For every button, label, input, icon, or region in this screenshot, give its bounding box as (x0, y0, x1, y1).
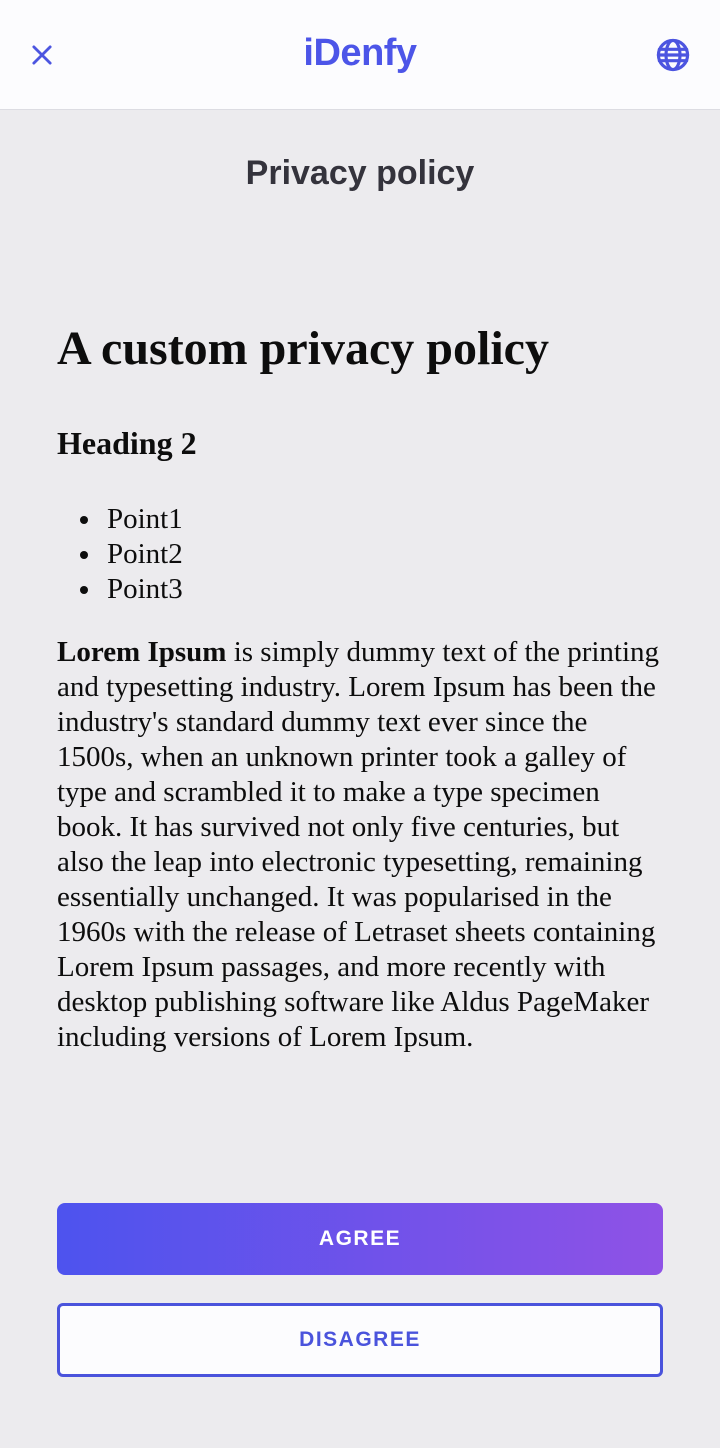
privacy-policy-document (57, 321, 663, 1055)
agree-button[interactable]: AGREE (57, 1203, 663, 1275)
list-item: • Point3 (103, 572, 663, 607)
paragraph-text: is simply dummy text of the printing and typesetting industry. Lorem Ipsum has been the industry's standard dummy text ever since the 1500s, when an unknown printer took a galley of type and scrambled it to make a type specimen book. It has survived not only five centuries, but also the leap into electronic typesetting, remaining essentially unchanged. It was popularised in the 1960s with the release of Letraset sheets containing Lorem Ipsum passages, and more recently with desktop publishing software like Aldus PageMaker including versions of Lorem Ipsum. (57, 635, 660, 1053)
body-paragraph (57, 635, 663, 1055)
close-icon (28, 41, 56, 69)
list-item: • Point1 (103, 502, 663, 537)
globe-icon (654, 36, 692, 74)
document-heading-2: Heading 2 (57, 425, 197, 462)
app-header (0, 0, 720, 110)
brand-logo: iDenfy (303, 31, 417, 74)
document-heading-1: A custom privacy policy (57, 322, 549, 375)
paragraph-lead: Lorem Ipsum (57, 635, 227, 668)
language-button[interactable] (648, 30, 698, 80)
bullet-list (57, 502, 663, 607)
disagree-button[interactable]: DISAGREE (57, 1303, 663, 1377)
page-title: Privacy policy (245, 154, 475, 192)
content-area (0, 154, 720, 1377)
list-item: • Point2 (103, 537, 663, 572)
close-button[interactable] (22, 35, 62, 75)
